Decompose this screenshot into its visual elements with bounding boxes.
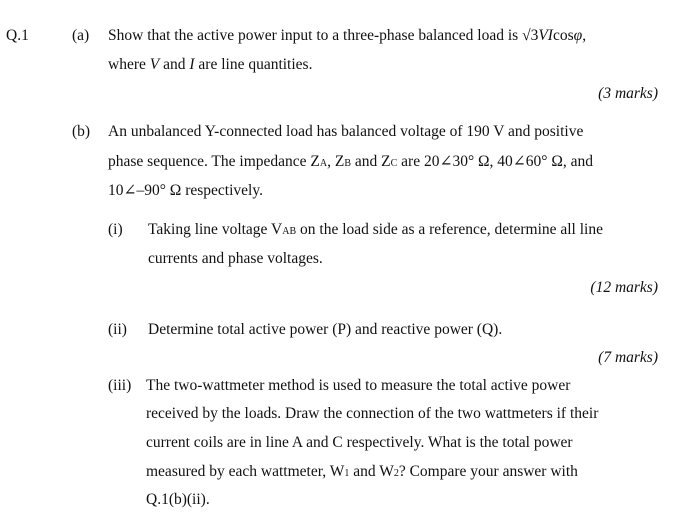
formula-sqrt3: √3 (522, 27, 539, 44)
formula-phi: φ (573, 27, 583, 44)
sub-i-marks: (12 marks) (590, 279, 658, 296)
sub-ii-marks: (7 marks) (598, 349, 658, 366)
subscript-a: A (319, 158, 328, 169)
sub-iii-line-4-mid: and W (349, 463, 394, 480)
sub-iii-line-5: Q.1(b)(ii). (146, 491, 210, 508)
part-a-line-1-end: , (582, 27, 587, 44)
part-b-line-2-start: phase sequence. The impedance Z (108, 153, 320, 170)
sub-iii-line-4 (146, 463, 578, 481)
formula-v: V (538, 27, 548, 44)
question-number: Q.1 (6, 27, 29, 44)
line-quantity-v: V (149, 56, 160, 73)
part-b-line-3: 10∠–90° Ω respectively. (108, 182, 263, 199)
sub-iii-line-4-end: ? Compare your answer with (398, 463, 578, 480)
formula-i: I (547, 27, 553, 44)
subscript-c: C (390, 158, 398, 169)
line-quantity-i: I (189, 56, 195, 73)
part-b-line-1: An unbalanced Y-connected load has balanced voltage of 190 V and positive (108, 123, 584, 140)
part-b-line-2 (108, 152, 593, 171)
subscript-ab: AB (282, 226, 297, 237)
sub-i-line-1 (148, 221, 603, 239)
part-a-line-2-mid: and (159, 56, 190, 73)
sub-iii-line-4-start: measured by each wattmeter, W (146, 463, 345, 480)
part-b-line-2-c1: , Z (327, 153, 345, 170)
part-a-line-2 (108, 56, 312, 74)
subscript-2: 2 (393, 468, 399, 479)
sub-i-line-1-end: on the load side as a reference, determine all line (296, 221, 603, 238)
sub-iii-line-2: received by the loads. Draw the connection of the two wattmeters if their (146, 405, 599, 422)
part-a-label: (a) (72, 27, 90, 44)
part-a-line-1 (108, 27, 586, 45)
sub-iii-label: (iii) (108, 377, 132, 394)
sub-ii-label: (ii) (108, 321, 127, 338)
subscript-1: 1 (344, 468, 350, 479)
part-a-marks: (3 marks) (598, 85, 658, 102)
sub-i-line-1-start: Taking line voltage V (148, 221, 283, 238)
part-a-line-1-text: Show that the active power input to a three-phase balanced load is (108, 27, 523, 44)
sub-ii-line-1: Determine total active power (P) and reactive power (Q). (148, 321, 503, 338)
sub-i-line-2: currents and phase voltages. (148, 250, 323, 267)
sub-i-label: (i) (108, 221, 123, 238)
part-a-line-2-start: where (108, 56, 150, 73)
part-b-line-2-c2: and Z (351, 153, 391, 170)
part-b-label: (b) (72, 123, 91, 140)
sub-iii-line-3: current coils are in line A and C respectively. What is the total power (146, 434, 573, 451)
subscript-b: B (344, 158, 352, 169)
sub-iii-line-1: The two-wattmeter method is used to measure the total active power (146, 377, 571, 394)
formula-cos: cos (552, 27, 574, 44)
part-a-line-2-end: are line quantities. (194, 56, 313, 73)
part-b-line-2-end: are 20∠30° Ω, 40∠60° Ω, and (397, 153, 594, 170)
